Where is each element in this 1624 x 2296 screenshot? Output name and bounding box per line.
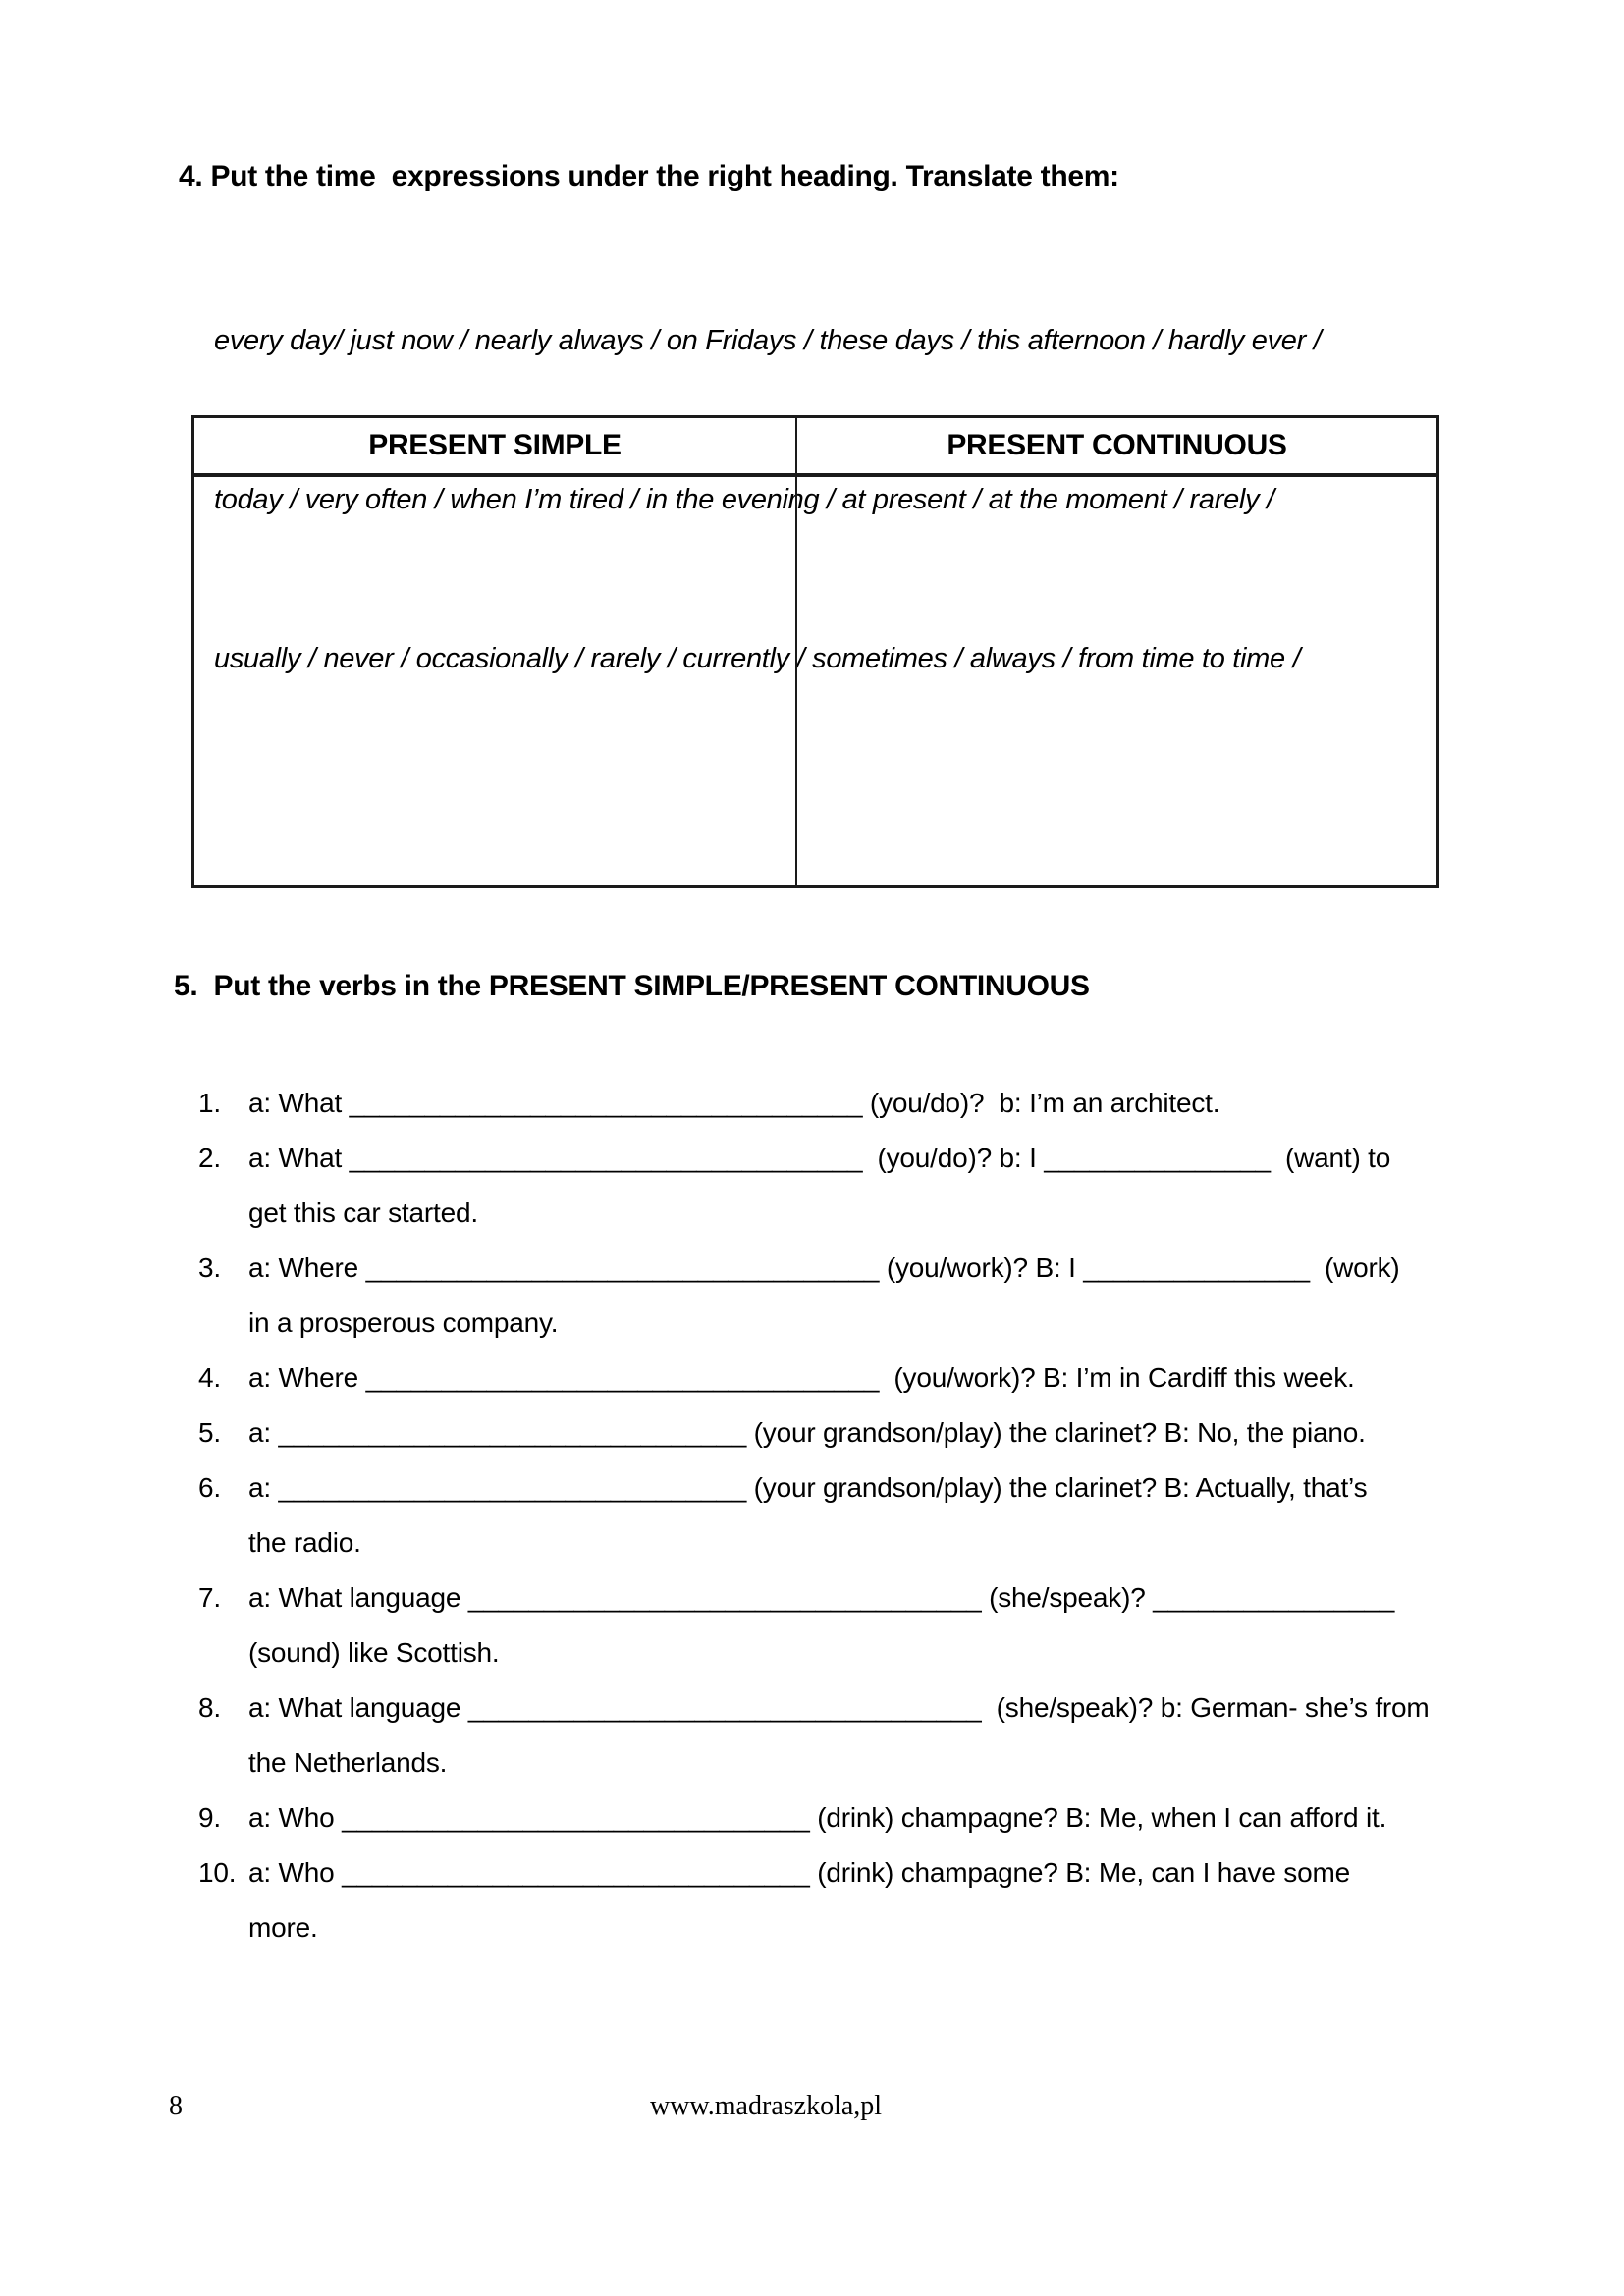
item-line: a: _______________________________ (your grandson/play) the clarinet? B: No, the piano. [248, 1417, 1366, 1448]
item-number: 1. [198, 1088, 221, 1118]
item-number: 3. [198, 1253, 221, 1283]
item-line: the radio. [248, 1527, 361, 1558]
table-cell-present-simple [194, 477, 797, 885]
item-number: 4. [198, 1362, 221, 1393]
list-item [198, 1681, 1573, 1790]
tense-sorting-table [191, 415, 1439, 888]
item-number: 8. [198, 1692, 221, 1723]
list-item [198, 1076, 1573, 1131]
item-line: (sound) like Scottish. [248, 1637, 500, 1668]
list-item [198, 1351, 1573, 1406]
table-header-present-continuous: PRESENT CONTINUOUS [797, 418, 1436, 477]
list-item [198, 1131, 1573, 1241]
item-line: get this car started. [248, 1198, 478, 1228]
exercise5-heading: 5. Put the verbs in the PRESENT SIMPLE/PRESENT CONTINUOUS [174, 970, 1090, 1002]
item-line: a: Who _______________________________ (drink) champagne? B: Me, can I have some [248, 1857, 1350, 1888]
item-line: a: Where __________________________________ (you/work)? B: I _______________ (work) [248, 1253, 1400, 1283]
item-line: more. [248, 1912, 318, 1943]
page-footer [0, 2089, 1624, 2124]
exercise4-heading: 4. Put the time expressions under the right heading. Translate them: [179, 160, 1119, 192]
item-number: 5. [198, 1417, 221, 1448]
item-number: 2. [198, 1143, 221, 1173]
list-item [198, 1241, 1573, 1351]
list-item [198, 1461, 1573, 1571]
item-line: a: Who _______________________________ (drink) champagne? B: Me, when I can afford it. [248, 1802, 1387, 1833]
footer-site-url: www.madraszkola,pl [649, 2091, 883, 2121]
exercise5-item-list [198, 1076, 1573, 1955]
item-number: 9. [198, 1802, 221, 1833]
item-line: a: What __________________________________ (you/do)? b: I’m an architect. [248, 1088, 1220, 1118]
item-number: 10. [198, 1857, 237, 1888]
list-item [198, 1845, 1573, 1955]
table-header-present-simple: PRESENT SIMPLE [194, 418, 797, 477]
item-line: the Netherlands. [248, 1747, 448, 1778]
item-line: a: Where __________________________________ (you/work)? B: I’m in Cardiff this week. [248, 1362, 1355, 1393]
list-item [198, 1406, 1573, 1461]
item-line: a: What __________________________________ (you/do)? b: I _______________ (want) to [248, 1143, 1391, 1173]
time-expressions-line: today / very often / when I’m tired / in the evening / at present / at the moment / rarely / [214, 484, 1274, 515]
item-line: in a prosperous company. [248, 1308, 559, 1338]
time-expressions-line: usually / never / occasionally / rarely / currently / sometimes / always / from time to time / [214, 643, 1301, 674]
item-line: a: What language __________________________________ (she/speak)? ________________ [248, 1582, 1395, 1613]
footer-page-number: 8 [169, 2091, 183, 2121]
item-number: 6. [198, 1472, 221, 1503]
item-line: a: _______________________________ (your grandson/play) the clarinet? B: Actually, that’s [248, 1472, 1368, 1503]
list-item [198, 1790, 1573, 1845]
time-expressions-line: every day/ just now / nearly always / on Fridays / these days / this afternoon / hardly ever / [214, 325, 1322, 356]
table-cell-present-continuous [797, 477, 1436, 885]
item-number: 7. [198, 1582, 221, 1613]
list-item [198, 1571, 1573, 1681]
item-line: a: What language __________________________________ (she/speak)? b: German- she’s from [248, 1692, 1430, 1723]
